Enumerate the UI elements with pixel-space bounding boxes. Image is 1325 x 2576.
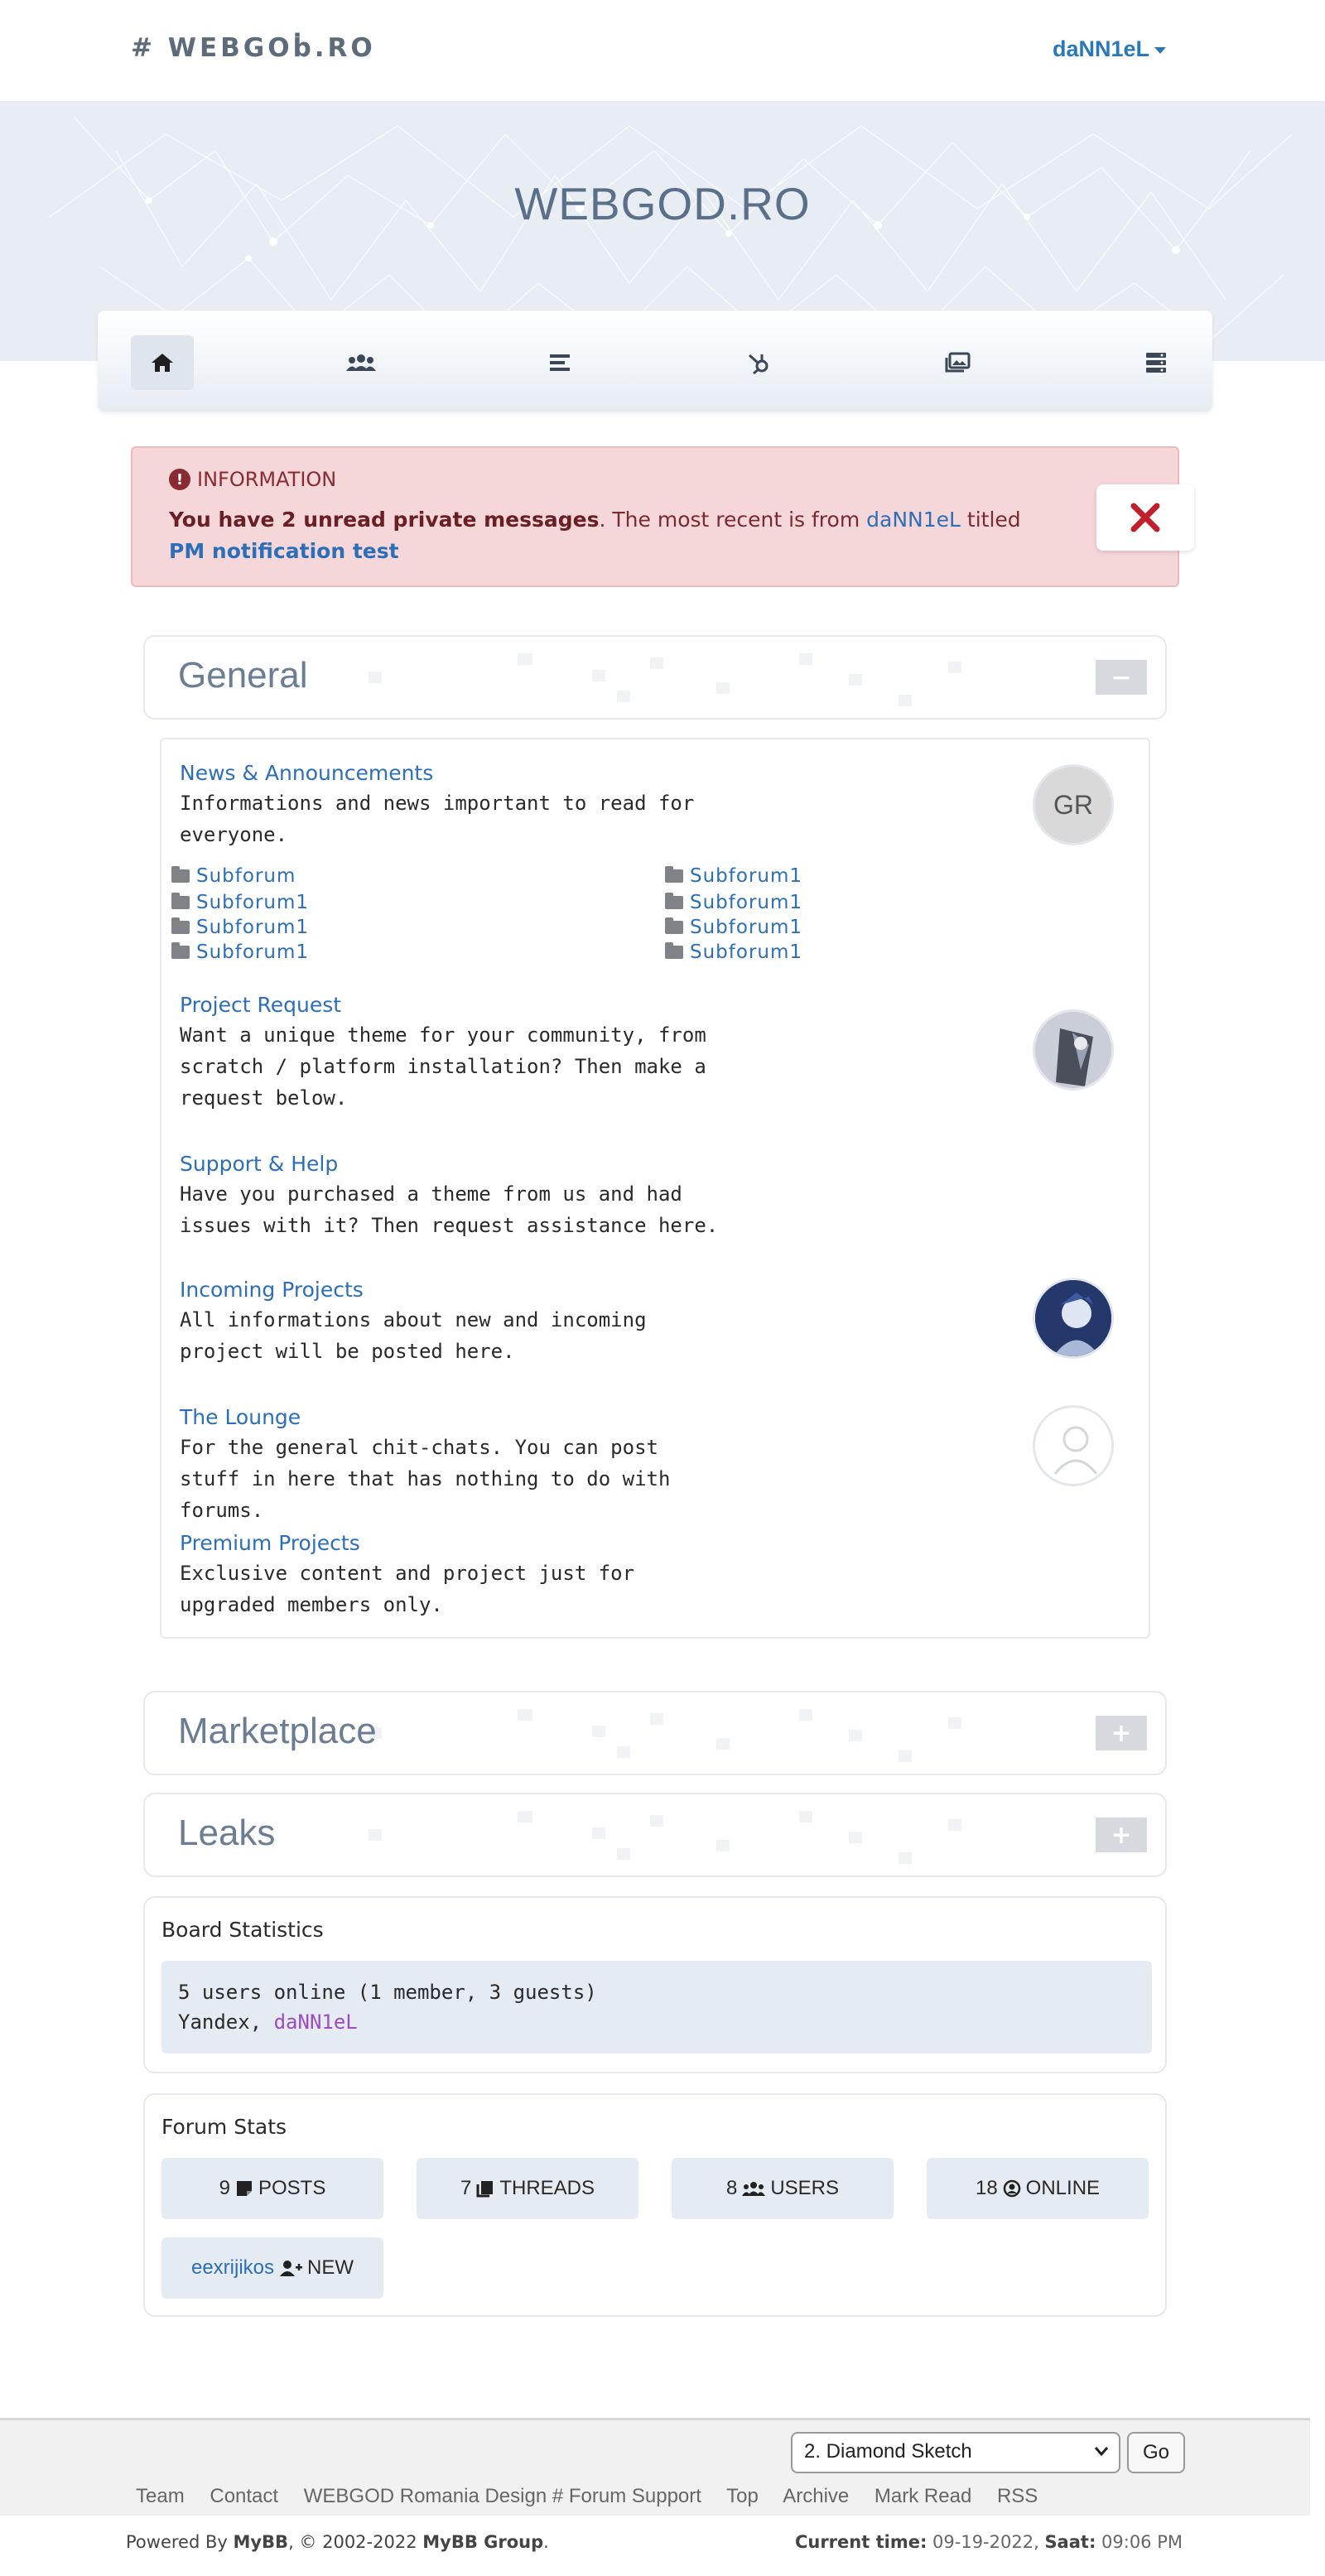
- forum-row: [180, 1276, 726, 1367]
- forum-description: All informations about new and incoming project will be posted here.: [180, 1308, 647, 1363]
- footer: [0, 2418, 1310, 2516]
- category-pattern: [269, 1692, 1014, 1775]
- alert-heading: [169, 468, 336, 491]
- alert-unread-count[interactable]: You have 2 unread private messages: [169, 508, 600, 532]
- footer-link-contact[interactable]: Contact: [210, 2485, 279, 2507]
- theme-select-value: 2. Diamond Sketch: [804, 2440, 972, 2463]
- list-icon: [548, 353, 571, 373]
- go-button[interactable]: Go: [1127, 2432, 1185, 2473]
- user-plus-icon: [279, 2259, 302, 2277]
- expand-toggle[interactable]: +: [1096, 1716, 1147, 1750]
- hero-title: WEBGOD.RO: [514, 178, 811, 229]
- category-title[interactable]: Marketplace: [178, 1711, 377, 1751]
- nav-gallery[interactable]: [926, 335, 989, 390]
- subforum-link[interactable]: [171, 941, 309, 963]
- folder-icon: [171, 869, 190, 883]
- expand-toggle[interactable]: +: [1096, 1818, 1147, 1852]
- subforum-link[interactable]: [665, 917, 802, 938]
- forum-row: [180, 1150, 726, 1241]
- stat-online: [927, 2158, 1149, 2219]
- user-circle-icon: [1003, 2179, 1021, 2198]
- copyright-bar: [0, 2516, 1325, 2576]
- mybb-link[interactable]: MyBB: [233, 2532, 289, 2552]
- forum-link[interactable]: Incoming Projects: [180, 1278, 364, 1302]
- stat-posts: [161, 2158, 383, 2219]
- forum-row: [180, 1404, 726, 1526]
- subforum-label: Subforum1: [690, 917, 803, 938]
- forum-link[interactable]: News & Announcements: [180, 761, 434, 785]
- site-logo[interactable]: # WEBGOḃ.RO: [131, 33, 376, 63]
- close-icon: [1130, 502, 1161, 533]
- subforum-link[interactable]: [665, 941, 802, 963]
- forum-row: [180, 1529, 726, 1620]
- avatar[interactable]: [1033, 1405, 1114, 1486]
- folder-icon: [665, 921, 683, 934]
- theme-select[interactable]: [791, 2432, 1120, 2473]
- home-icon: [150, 352, 175, 373]
- forum-description: Exclusive content and project just for upgraded members only.: [180, 1562, 635, 1616]
- subforum-label: Subforum1: [690, 892, 803, 913]
- server-icon: [1144, 351, 1168, 374]
- avatar[interactable]: [1033, 1278, 1114, 1359]
- date-value: 09-19-2022,: [927, 2532, 1045, 2552]
- user-menu[interactable]: [1053, 36, 1166, 62]
- forum-stats-title: Forum Stats: [161, 2115, 287, 2139]
- alert-pm-title-link[interactable]: PM notification test: [169, 539, 399, 563]
- avatar[interactable]: GR: [1033, 764, 1114, 845]
- forum-link[interactable]: Premium Projects: [180, 1531, 360, 1555]
- category-title[interactable]: Leaks: [178, 1813, 276, 1853]
- category-marketplace: [143, 1691, 1167, 1775]
- top-header: [0, 0, 1325, 101]
- copyright-end: .: [543, 2532, 549, 2552]
- subforum-link[interactable]: [171, 865, 296, 887]
- hubspot-icon: [746, 350, 771, 375]
- board-statistics: [143, 1896, 1167, 2073]
- collapse-toggle[interactable]: −: [1096, 660, 1147, 695]
- users-icon: [346, 353, 376, 373]
- online-list: [178, 2007, 1135, 2037]
- mybb-group-link[interactable]: MyBB Group: [422, 2532, 544, 2552]
- username-label: daNN1eL: [1052, 36, 1149, 61]
- forum-row: [180, 991, 726, 1114]
- subforum-label: Subforum1: [690, 865, 803, 887]
- nav-list[interactable]: [528, 335, 591, 390]
- nav-home[interactable]: [131, 335, 194, 390]
- forum-description: For the general chit-chats. You can post stuff in here that has nothing to do with forums.: [180, 1436, 671, 1522]
- folder-icon: [171, 896, 190, 909]
- copy-icon: [476, 2179, 494, 2198]
- folder-icon: [665, 946, 683, 959]
- online-count: 18: [975, 2177, 998, 2199]
- folder-icon: [665, 869, 683, 883]
- nav-server[interactable]: [1125, 335, 1188, 390]
- users-icon: [742, 2180, 765, 2197]
- main-navbar: [98, 311, 1212, 412]
- subforum-link[interactable]: [171, 892, 309, 913]
- forum-row: [180, 759, 726, 850]
- folder-icon: [665, 896, 683, 909]
- pm-alert: [131, 446, 1179, 587]
- caret-down-icon: [1154, 47, 1166, 54]
- nav-hubspot[interactable]: [727, 335, 790, 390]
- stat-newest-member: [161, 2237, 383, 2299]
- online-count: 5 users online (1 member, 3 guests): [178, 1981, 597, 2004]
- online-users-panel: [161, 1961, 1152, 2054]
- current-time: [795, 2532, 1183, 2552]
- sticky-note-icon: [235, 2179, 253, 2198]
- footer-link-rss[interactable]: RSS: [996, 2485, 1038, 2507]
- footer-link-support[interactable]: WEBGOD Romania Design # Forum Support: [303, 2485, 701, 2507]
- subforum-link[interactable]: [665, 892, 802, 913]
- dismiss-alert-button[interactable]: [1096, 484, 1194, 551]
- forum-list: [160, 738, 1150, 1639]
- subforum-label: Subforum: [196, 865, 296, 887]
- posts-count: 9: [219, 2177, 230, 2199]
- forum-link[interactable]: The Lounge: [180, 1405, 301, 1429]
- forum-description: Want a unique theme for your community, from scratch / platform installation? Then make a request below.: [180, 1023, 706, 1110]
- subforum-label: Subforum1: [690, 941, 803, 963]
- subforum-link[interactable]: [665, 865, 802, 887]
- powered-by: [126, 2532, 549, 2552]
- folder-icon: [171, 946, 190, 959]
- forum-description: Have you purchased a theme from us and had issues with it? Then request assistance here.: [180, 1182, 719, 1237]
- forum-stats: [143, 2093, 1167, 2317]
- stat-users: [672, 2158, 894, 2219]
- category-title[interactable]: General: [178, 655, 308, 696]
- folder-icon: [171, 921, 190, 934]
- chevron-down-icon: [1094, 2445, 1109, 2457]
- exclamation-icon: !: [169, 469, 190, 490]
- new-label: NEW: [307, 2256, 354, 2279]
- category-pattern: [269, 1794, 1014, 1877]
- footer-link-mark-read[interactable]: Mark Read: [874, 2485, 972, 2507]
- time-label: Current time:: [794, 2532, 928, 2552]
- users-label: USERS: [770, 2177, 840, 2199]
- subforum-link[interactable]: [171, 917, 309, 938]
- footer-links: [136, 2485, 1058, 2508]
- subforum-label: Subforum1: [196, 941, 310, 963]
- threads-label: THREADS: [499, 2177, 595, 2199]
- user-avatar-image: [1035, 1012, 1114, 1091]
- default-avatar-icon: [1035, 1408, 1114, 1486]
- online-member-link[interactable]: daNN1eL: [273, 2010, 358, 2034]
- threads-count: 7: [460, 2177, 472, 2199]
- online-bot: Yandex,: [178, 2010, 274, 2034]
- forum-link[interactable]: Project Request: [180, 993, 342, 1017]
- copyright-text: , © 2002-2022: [288, 2532, 423, 2552]
- category-general: [143, 635, 1167, 720]
- alert-text: titled: [960, 508, 1021, 532]
- posts-label: POSTS: [258, 2177, 326, 2199]
- user-avatar-image: [1035, 1280, 1114, 1359]
- subforum-label: Subforum1: [196, 892, 310, 913]
- users-count: 8: [725, 2177, 738, 2199]
- subforum-label: Subforum1: [196, 917, 310, 938]
- alert-text: . The most recent is from: [599, 508, 867, 532]
- forum-description: Informations and news important to read for everyone.: [180, 792, 695, 846]
- time-value: 09:06 PM: [1096, 2532, 1183, 2552]
- avatar[interactable]: [1033, 1009, 1114, 1091]
- gallery-icon: [944, 352, 971, 373]
- alert-title: INFORMATION: [197, 468, 337, 491]
- alert-from-user-link[interactable]: daNN1eL: [866, 508, 961, 532]
- saat-label: Saat:: [1044, 2532, 1096, 2552]
- footer-link-archive[interactable]: Archive: [783, 2485, 850, 2507]
- newest-member-link[interactable]: eexrijikos: [190, 2256, 275, 2279]
- board-stats-title: Board Statistics: [161, 1918, 324, 1942]
- forum-link[interactable]: Support & Help: [180, 1152, 339, 1176]
- stat-threads: [417, 2158, 638, 2219]
- footer-link-team[interactable]: Team: [136, 2485, 185, 2507]
- category-leaks: [143, 1793, 1167, 1877]
- category-pattern: [269, 637, 1014, 720]
- alert-message: [169, 504, 1047, 567]
- footer-link-top[interactable]: Top: [726, 2485, 759, 2507]
- powered-text: Powered By: [126, 2532, 234, 2552]
- online-label: ONLINE: [1025, 2177, 1101, 2199]
- nav-members[interactable]: [330, 335, 393, 390]
